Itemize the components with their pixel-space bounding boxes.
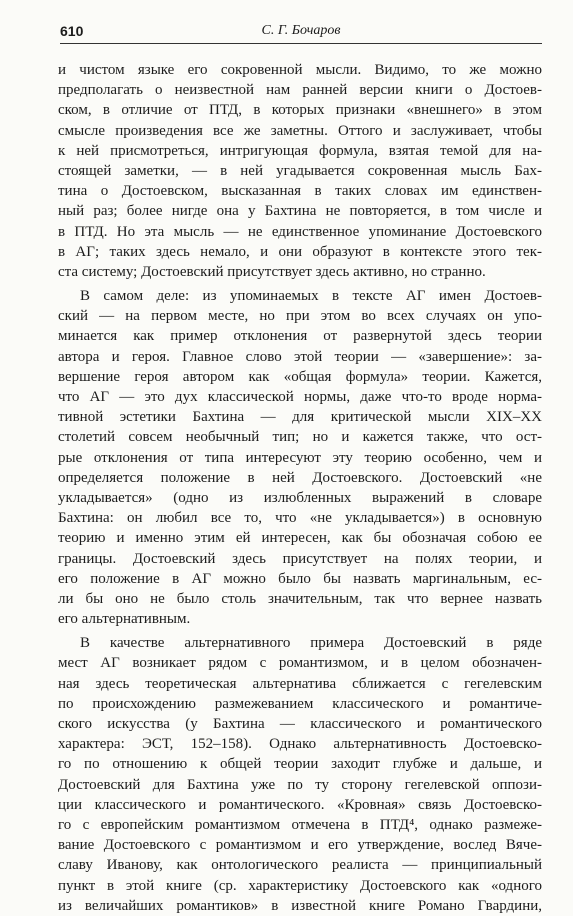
text-line: смысле произведения все же заметны. Оттого и заслуживает, чтобы <box>58 122 542 139</box>
text-line: В качестве альтернативного примера Достоевский в ряде <box>80 635 542 652</box>
text-line: границы. Достоевский здесь присутствует на полях теории, и <box>58 550 542 567</box>
text-line: по происхождению размежеванием классического и романтиче- <box>58 695 542 712</box>
text-line: ста систему; Достоевский присутствует здесь активно, но странно. <box>58 263 486 280</box>
page-header <box>60 19 542 44</box>
text-line: предполагать о неизвестной нам ранней версии книги о Достоев- <box>58 82 542 99</box>
text-line: укладывается» (одно из излюбленных выражений в словаре <box>58 489 542 506</box>
text-line: характера: ЭСТ, 152–158). Однако альтернативность Достоевско- <box>58 736 542 753</box>
text-line: стоящей заметки, — в ней угадывается сокровенная мысль Бах- <box>58 162 542 179</box>
paragraph-1 <box>58 60 542 282</box>
paragraph-3 <box>58 633 542 916</box>
body-text <box>58 60 542 916</box>
text-line: рые отклонения от типа интересуют эту теорию особенно, чем и <box>58 449 542 466</box>
text-line: ный раз; более нигде она у Бахтина не повторяется, в том числе и <box>58 203 542 220</box>
text-line: Достоевский для Бахтина уже по ту сторону гегелевской оппози- <box>58 776 542 793</box>
text-line: из величайших романтиков» в известной книге Романо Гвардини, <box>58 897 542 914</box>
page-number: 610 <box>60 23 84 39</box>
text-line: ского искусства (у Бахтина — классического и романтического <box>58 716 542 732</box>
text-line: го по отношению к общей теории заходит глубже и дальше, и <box>58 756 542 773</box>
text-line: его альтернативным. <box>58 611 191 628</box>
text-line: в АГ; таких здесь немало, и они образуют в контексте этого тек- <box>58 243 542 260</box>
text-line: тивной эстетики Бахтина — для критической мысли XIX–XX <box>58 409 542 426</box>
text-line: ли бы оно не было столь значительным, так что вернее назвать <box>58 590 542 607</box>
text-line: в ПТД. Но эта мысль — не единственное упоминание Достоевского <box>58 223 542 240</box>
text-line: теорию и именно этим ей интересен, как бы обозначая собою ее <box>58 530 542 547</box>
text-line: ский — на первом месте, но при этом во всех случаях он упо- <box>58 308 542 325</box>
text-line: ском, в отличие от ПТД, в которых признаки «внешнего» в этом <box>58 102 542 119</box>
running-head: С. Г. Бочаров <box>261 23 341 38</box>
text-line: вание Достоевского с романтизмом и его утверждение, вослед Вяче- <box>58 837 542 854</box>
text-line: его положение в АГ можно было бы назвать маргинальным, ес- <box>58 570 542 587</box>
text-line: минается как пример отклонения от развернутой здесь теории <box>58 328 542 345</box>
text-line: автора и героя. Главное слово этой теории — «завершение»: за- <box>58 348 542 365</box>
text-line: столетий совсем необычный тип; но и кажется также, что ост- <box>58 429 542 446</box>
text-line: тина о Достоевском, высказанная в таких словах им единствен- <box>58 183 542 200</box>
text-line: вершение героя автором как «общая формула» теории. Кажется, <box>58 368 542 385</box>
text-line: мест АГ возникает рядом с романтизмом, и в целом обозначен- <box>58 655 542 672</box>
text-line: ции классического и романтического. «Кровная» связь Достоевско- <box>58 796 542 813</box>
text-line: что АГ — это дух классической нормы, даже что-то вроде норма- <box>58 389 542 405</box>
text-line: го с европейским романтизмом отмечена в ПТД⁴, однако размеже- <box>58 816 542 833</box>
text-line: Бахтина: он любил все то, что «не укладывается») в основную <box>58 510 542 527</box>
text-line: к ней присмотреться, интригующая формула, взятая темой для на- <box>58 142 542 159</box>
text-line: В самом деле: из упоминаемых в тексте АГ имен Достоев- <box>80 288 542 305</box>
paragraph-2 <box>58 286 542 629</box>
text-line: и чистом языке его сокровенной мысли. Видимо, то же можно <box>58 62 542 78</box>
text-line: ная здесь теоретическая альтернатива сближается с гегелевским <box>58 675 542 692</box>
text-line: пункт в этой книге (ср. характеристику Достоевского как «одного <box>58 877 542 894</box>
text-line: определяется положение в ней Достоевского. Достоевский «не <box>58 469 542 486</box>
text-line: славу Иванову, как онтологического реалиста — принципиальный <box>58 857 542 874</box>
